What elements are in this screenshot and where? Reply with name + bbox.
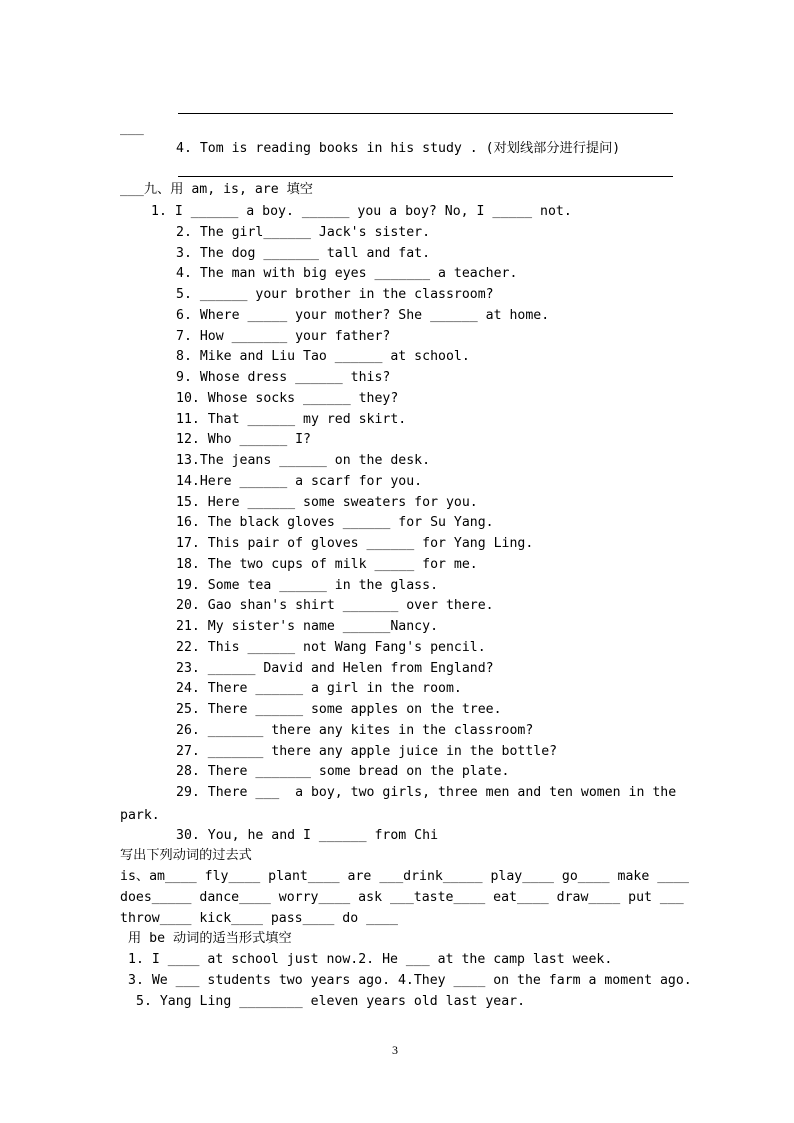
- exercise-item-18: 18. The two cups of milk _____ for me.: [176, 556, 478, 572]
- exercise-item-24: 24. There ______ a girl in the room.: [176, 681, 462, 697]
- answer-line-2: [178, 176, 673, 177]
- be-verb-line-3: 5. Yang Ling ________ eleven years old last year.: [136, 994, 526, 1009]
- exercise-item-2: 2. The girl______ Jack's sister.: [176, 224, 431, 240]
- past-tense-line-1: is、am____ fly____ plant____ are ___drink_____ play____ go____ make ____: [120, 869, 689, 884]
- past-tense-line-2: does_____ dance____ worry____ ask ___taste____ eat____ draw____ put ___: [120, 890, 684, 905]
- exercise-item-16: 16. The black gloves ______ for Su Yang.: [176, 515, 494, 531]
- item-29-continuation: park.: [120, 808, 160, 823]
- exercise-item-8: 8. Mike and Liu Tao ______ at school.: [176, 349, 470, 365]
- short-dash: ___: [120, 121, 144, 136]
- exercise-item-10: 10. Whose socks ______ they?: [176, 390, 399, 406]
- exercise-item-14: 14.Here ______ a scarf for you.: [176, 473, 423, 489]
- exercise-item-25: 25. There ______ some apples on the tree.: [176, 702, 502, 717]
- exercise-item-29: 29. There ___ a boy, two girls, three men and ten women in the: [176, 785, 677, 800]
- exercise-item-28: 28. There _______ some bread on the plate.: [176, 764, 510, 780]
- exercise-item-9: 9. Whose dress ______ this?: [176, 370, 391, 385]
- exercise-item-17: 17. This pair of gloves ______ for Yang Ling.: [176, 536, 534, 551]
- item-30: 30. You, he and I ______ from Chi: [176, 828, 439, 843]
- exercise-item-22: 22. This ______ not Wang Fang's pencil.: [176, 639, 486, 655]
- past-tense-line-3: throw____ kick____ pass____ do ____: [120, 911, 398, 926]
- exercise-item-7: 7. How _______ your father?: [176, 328, 391, 344]
- exercise-item-26: 26. _______ there any kites in the classroom?: [176, 722, 534, 738]
- exercise-item-23: 23. ______ David and Helen from England?: [176, 660, 494, 676]
- exercise-item-20: 20. Gao shan's shirt _______ over there.: [176, 598, 494, 614]
- exercise-item-15: 15. Here ______ some sweaters for you.: [176, 494, 478, 510]
- exercise-item-21: 21. My sister's name ______Nancy.: [176, 619, 439, 634]
- exercise-item-27: 27. _______ there any apple juice in the bottle?: [176, 743, 558, 759]
- section-9-title: ___九、用 am, is, are 填空: [120, 182, 313, 197]
- past-tense-title: 写出下列动词的过去式: [120, 848, 252, 863]
- exercise-item-11: 11. That ______ my red skirt.: [176, 411, 407, 427]
- exercise-item-19: 19. Some tea ______ in the glass.: [176, 577, 439, 593]
- be-verb-line-1: 1. I ____ at school just now.2. He ___ at the camp last week.: [128, 952, 613, 967]
- exercise-item-3: 3. The dog _______ tall and fat.: [176, 245, 431, 261]
- page-number: 3: [392, 1043, 398, 1057]
- be-verb-line-2: 3. We ___ students two years ago. 4.They ____ on the farm a moment ago.: [128, 973, 692, 988]
- exercise-item-13: 13.The jeans ______ on the desk.: [176, 453, 431, 468]
- exercise-item-6: 6. Where _____ your mother? She ______ at home.: [176, 307, 550, 323]
- exercise-item-5: 5. ______ your brother in the classroom?: [176, 287, 494, 302]
- exercise-item-12: 12. Who ______ I?: [176, 432, 311, 448]
- be-verb-title: 用 be 动词的适当形式填空: [128, 931, 292, 946]
- answer-line-1: [178, 113, 673, 114]
- exercise-item-1: 1. I ______ a boy. ______ you a boy? No, I _____ not.: [151, 204, 572, 219]
- question-4: 4. Tom is reading books in his study . (对划线部分进行提问): [176, 141, 621, 156]
- exercise-item-4: 4. The man with big eyes _______ a teacher.: [176, 266, 518, 282]
